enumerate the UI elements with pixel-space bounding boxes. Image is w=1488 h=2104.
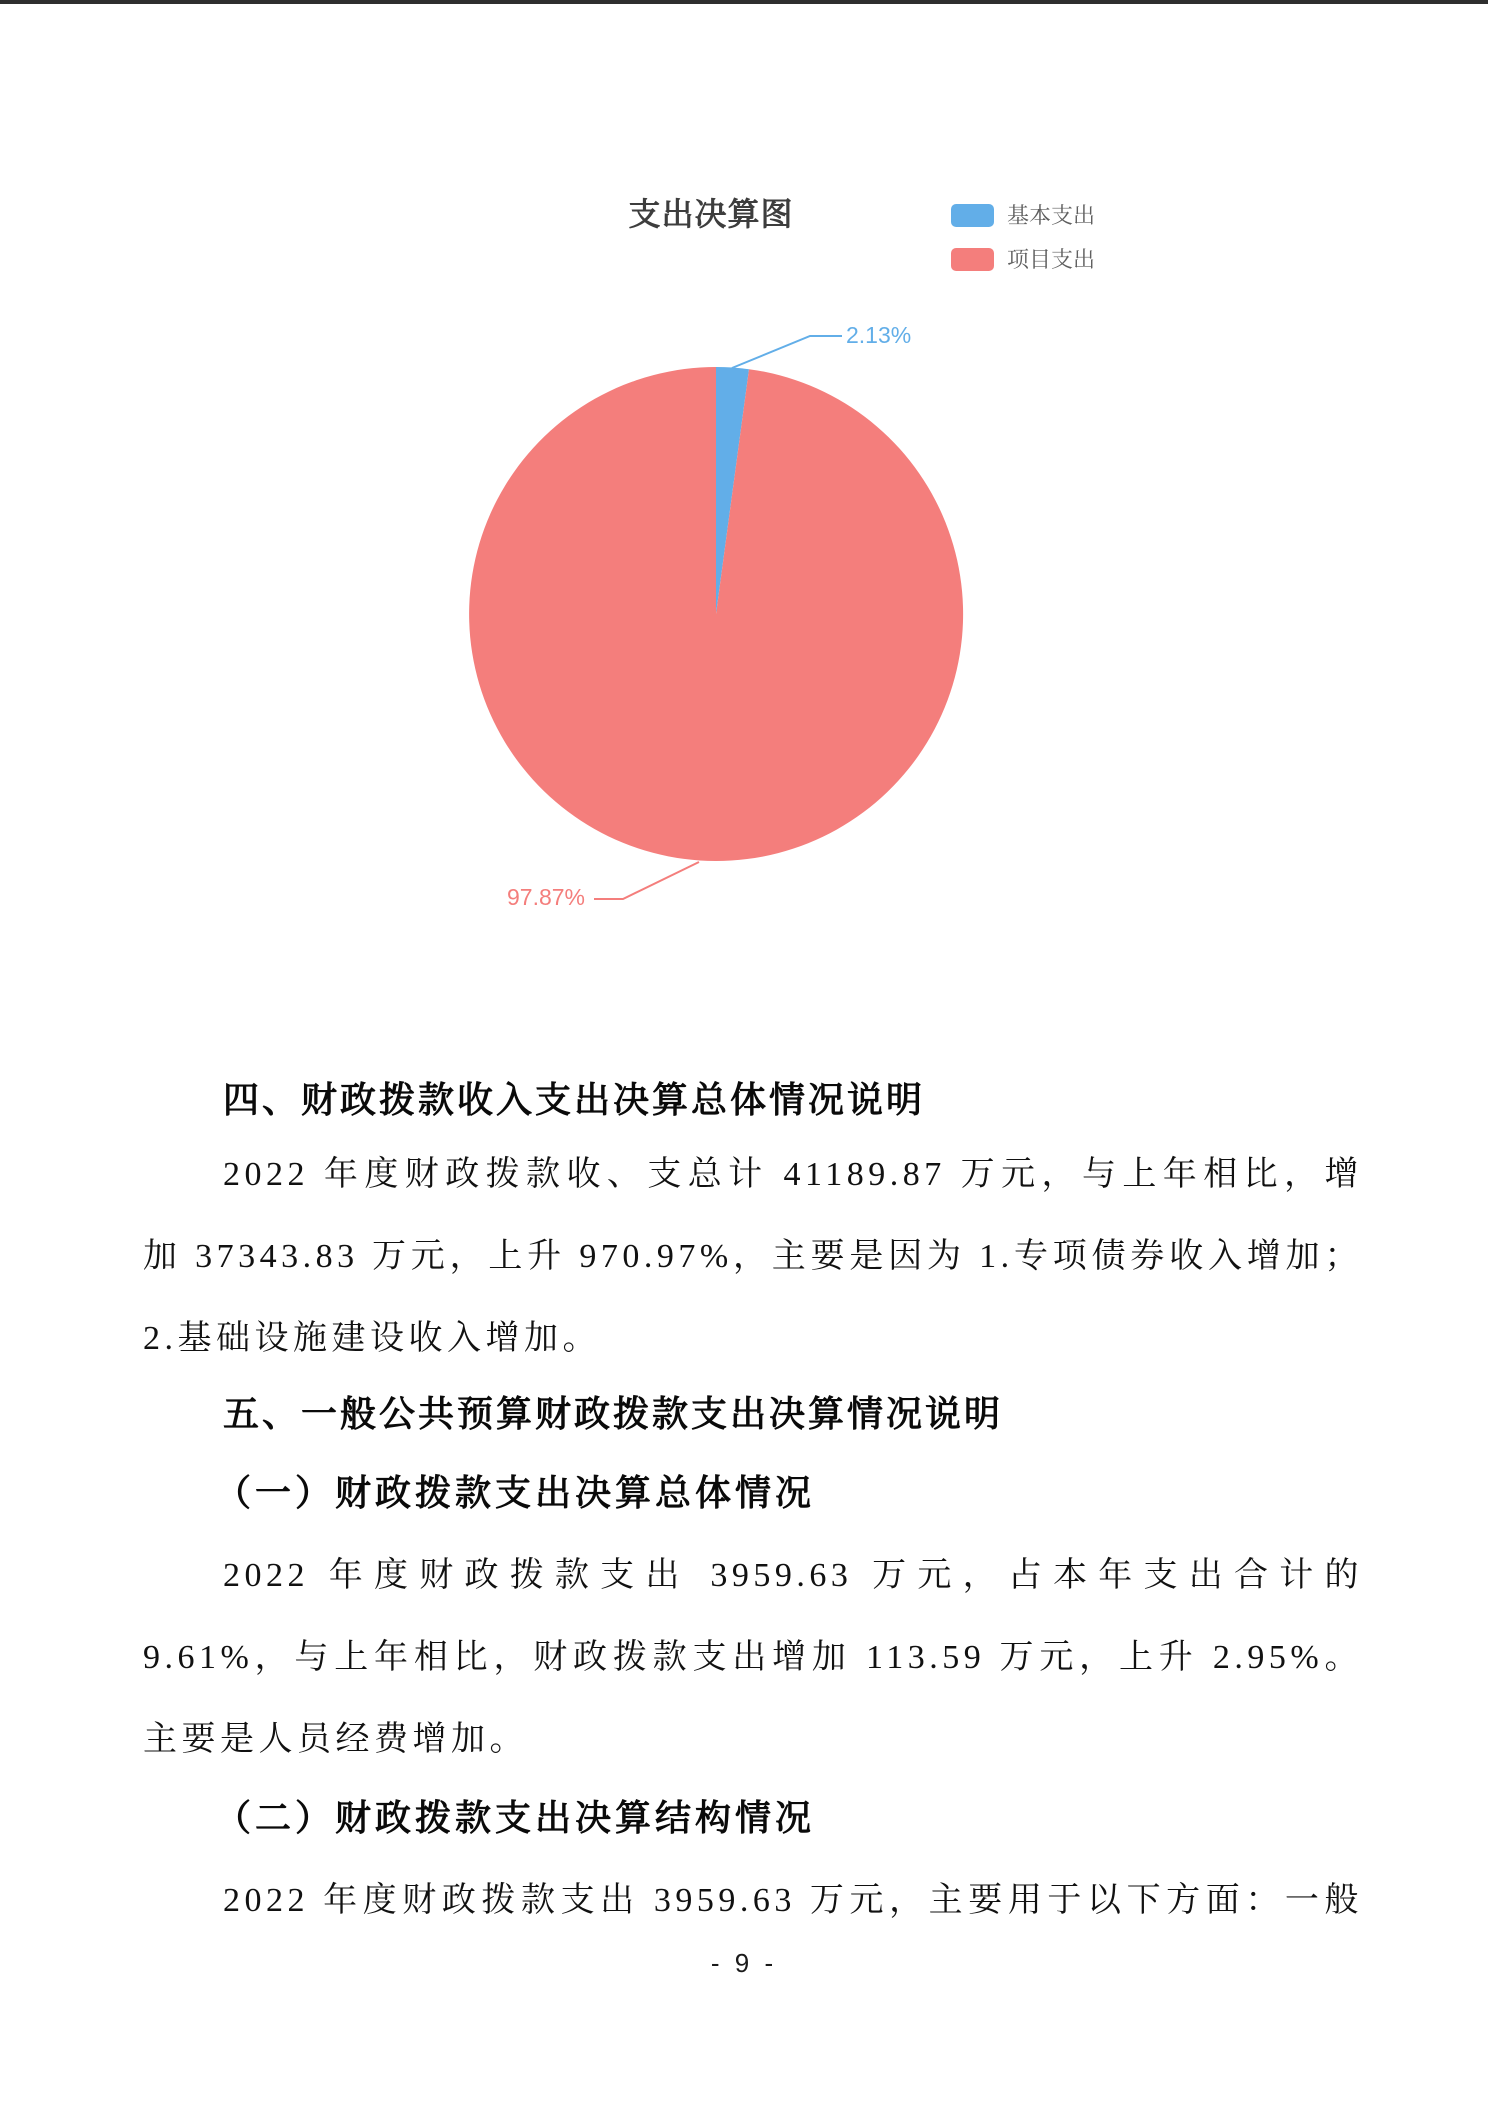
chart-title: 支出决算图: [628, 196, 794, 232]
basic-slice-percentage-label: 2.13%: [846, 322, 912, 348]
project-leader-line: [594, 862, 699, 899]
subsection-two-heading: （二）财政拨款支出决算结构情况: [215, 1798, 816, 1838]
subsection-one-line-3: 主要是人员经费增加。: [143, 1721, 528, 1758]
section-four-line-1: 2022 年度财政拨款收、支总计 41189.87 万元，与上年相比，增: [223, 1156, 1363, 1193]
subsection-one-line-2: 9.61%，与上年相比，财政拨款支出增加 113.59 万元，上升 2.95%。: [143, 1639, 1363, 1676]
section-four-heading: 四、财政拨款收入支出决算总体情况说明: [223, 1079, 926, 1120]
page-number: - 9 -: [710, 1948, 778, 1978]
subsection-one-line-1: 2022 年度财政拨款支出 3959.63 万元，占本年支出合计的: [223, 1557, 1363, 1594]
subsection-two-line-1: 2022 年度财政拨款支出 3959.63 万元，主要用于以下方面：一般: [223, 1882, 1363, 1919]
basic-leader-line: [732, 336, 842, 368]
subsection-one-heading: （一）财政拨款支出决算总体情况: [215, 1473, 816, 1513]
page-top-border: [0, 0, 1488, 4]
expenditure-pie-chart: [340, 140, 1160, 940]
section-four-line-2: 加 37343.83 万元，上升 970.97%，主要是因为 1.专项债券收入增加；: [143, 1238, 1363, 1275]
section-five-heading: 五、一般公共预算财政拨款支出决算情况说明: [223, 1393, 1004, 1434]
section-four-line-3: 2.基础设施建设收入增加。: [143, 1320, 601, 1357]
pie-slices: [469, 367, 963, 861]
project-slice-percentage-label: 97.87%: [506, 884, 585, 910]
legend-label-basic: 基本支出: [1007, 203, 1096, 228]
legend-label-project: 项目支出: [1007, 247, 1096, 272]
